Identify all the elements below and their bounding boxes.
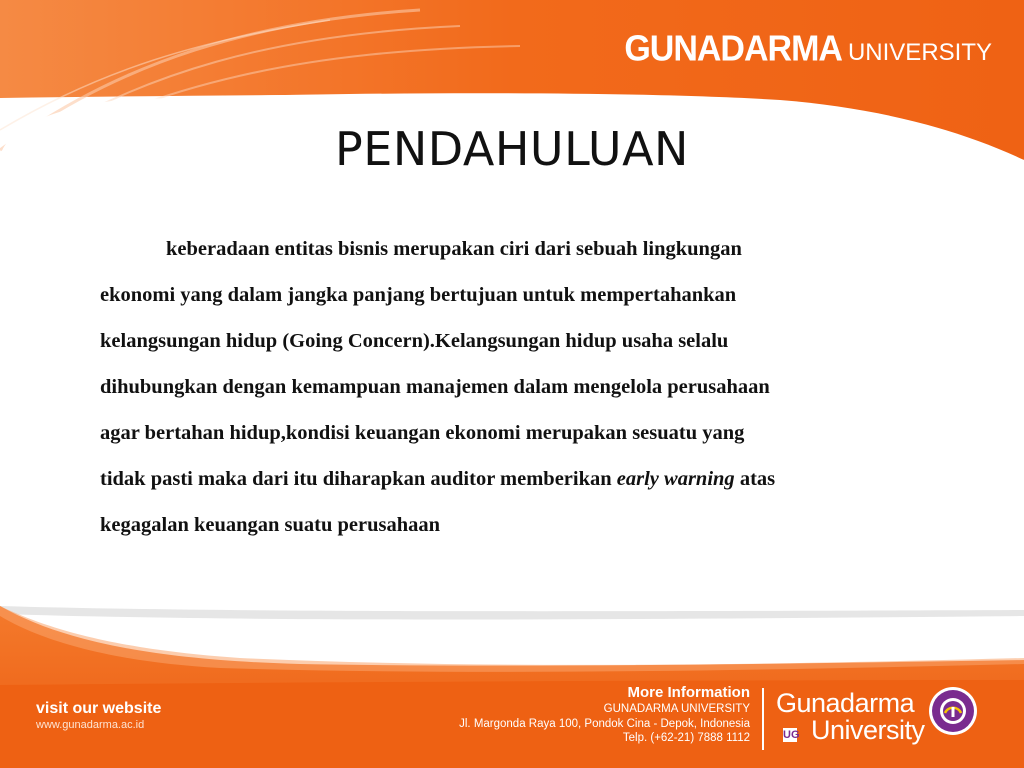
phone-text: Telp. (+62-21) 7888 1112 xyxy=(622,732,750,744)
logo-line-1: Gunadarma xyxy=(776,688,915,718)
brand-main-text: GUNADARMA xyxy=(624,29,842,69)
italic-term: early warning xyxy=(616,468,735,490)
footer-divider xyxy=(762,688,764,750)
paragraph-text: atas xyxy=(734,468,776,490)
paragraph-line: kegagalan keuangan suatu perusahaan xyxy=(100,514,441,536)
paragraph-line: ekonomi yang dalam jangka panjang bertujuan untuk mempertahankan xyxy=(100,284,737,306)
brand-sub-text: UNIVERSITY xyxy=(847,39,992,66)
paragraph-line xyxy=(100,456,950,502)
university-seal-icon xyxy=(928,686,978,736)
ug-mark-icon: UG xyxy=(783,729,800,741)
address-text: Jl. Margonda Raya 100, Pondok Cina - Depok, Indonesia xyxy=(459,718,750,730)
organization-name: GUNADARMA UNIVERSITY xyxy=(603,703,750,715)
paragraph-line: agar bertahan hidup,kondisi keuangan ekonomi merupakan sesuatu yang xyxy=(100,422,745,444)
more-information-heading: More Information xyxy=(627,684,750,701)
logo-line-2: University xyxy=(811,715,925,745)
slide-title: PENDAHULUAN xyxy=(335,122,689,176)
visit-website-block xyxy=(36,700,161,731)
header-brand-logo xyxy=(624,30,992,69)
website-link[interactable]: www.gunadarma.ac.id xyxy=(36,719,145,731)
slide-body-paragraph xyxy=(100,226,950,548)
paragraph-line: dihubungkan dengan kemampuan manajemen dalam mengelola perusahaan xyxy=(100,376,770,398)
more-information-block xyxy=(459,684,750,744)
paragraph-line: kelangsungan hidup (Going Concern).Kelangsungan hidup usaha selalu xyxy=(100,330,729,352)
visit-website-label: visit our website xyxy=(36,700,162,717)
paragraph-line: keberadaan entitas bisnis merupakan ciri dari sebuah lingkungan xyxy=(166,238,742,260)
paragraph-text: tidak pasti maka dari itu diharapkan auditor memberikan xyxy=(100,468,617,490)
